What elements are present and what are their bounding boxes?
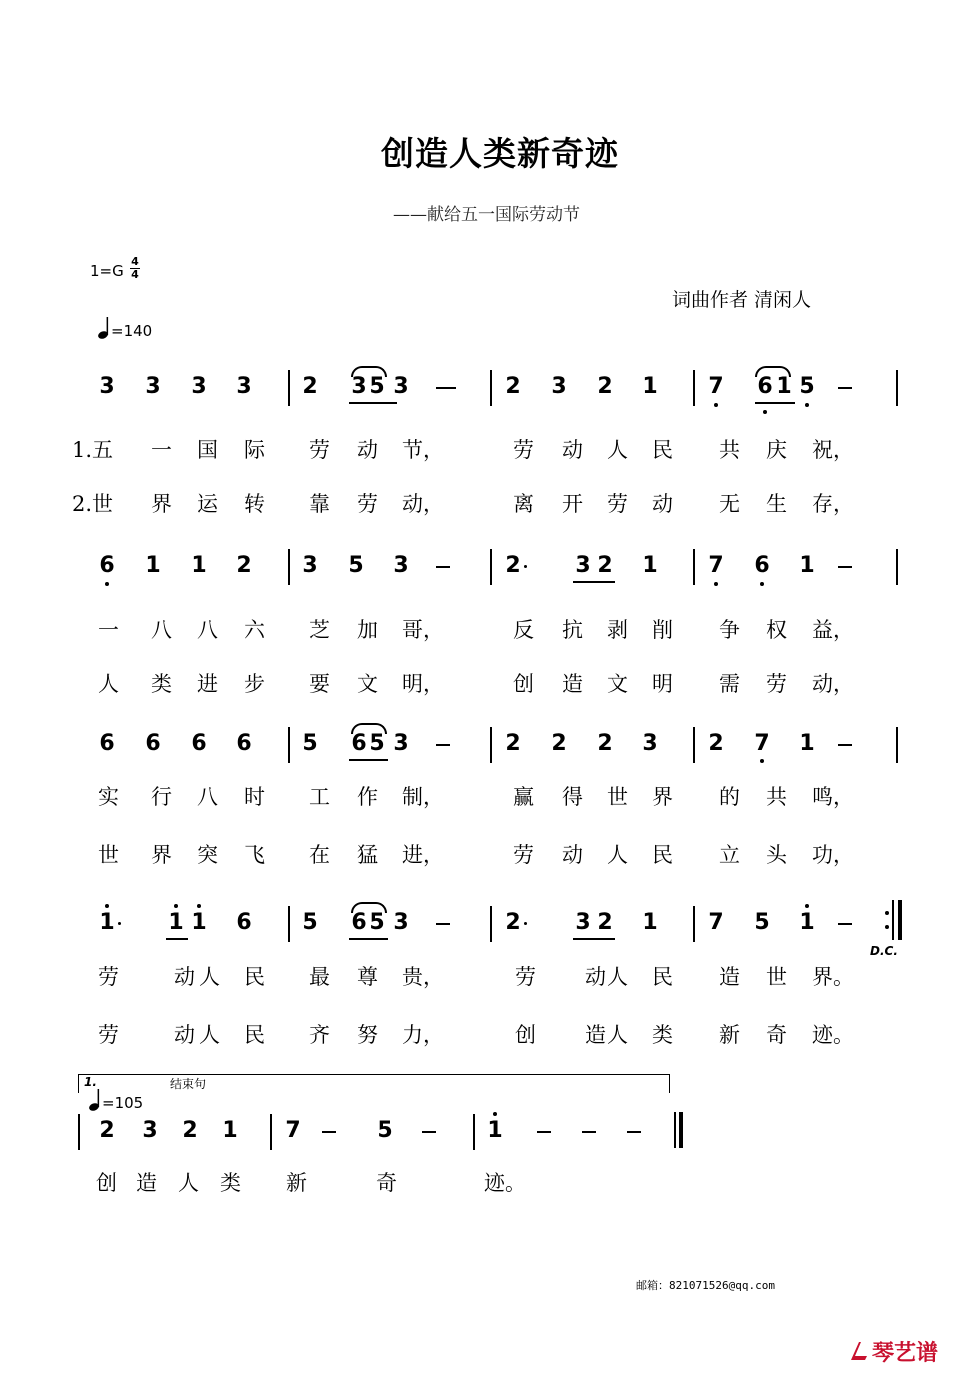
barline xyxy=(288,906,290,942)
note: 3 xyxy=(236,374,252,399)
lyric-syllable: 共 xyxy=(719,438,740,462)
note: 1 xyxy=(487,1118,503,1143)
lyric-syllable: 人 xyxy=(607,965,628,989)
note: 1 xyxy=(145,553,161,578)
barline xyxy=(490,370,492,406)
barline xyxy=(490,906,492,942)
quarter-note-icon xyxy=(97,316,111,340)
note: 3 xyxy=(191,374,207,399)
lyric-syllable: 明 xyxy=(652,672,673,696)
note: 2 xyxy=(236,553,252,578)
note: 5 xyxy=(302,731,318,756)
lyric-syllable: 动 xyxy=(562,438,583,462)
lyric-syllable: 运 xyxy=(197,492,218,516)
lyric-syllable: 转 xyxy=(244,492,265,516)
note: 3 xyxy=(142,1118,158,1143)
slur-tie xyxy=(351,902,387,913)
brand-logo-text: 琴艺谱 xyxy=(872,1341,939,1366)
octave-dot-low xyxy=(805,403,809,407)
lyric-syllable: 迹。 xyxy=(812,1023,854,1047)
lyric-syllable: 1.五 xyxy=(72,438,114,462)
lyric-syllable: 哥， xyxy=(402,618,444,642)
lyric-syllable: 劳 xyxy=(766,672,787,696)
sustain-dash xyxy=(582,1131,596,1133)
note: 6 xyxy=(236,910,252,935)
sustain-dash xyxy=(442,387,456,389)
barline xyxy=(288,370,290,406)
lyric-syllable: 类 xyxy=(652,1023,673,1047)
note: 6 xyxy=(351,910,367,935)
lyric-syllable: 世 xyxy=(98,843,119,867)
lyric-syllable: 劳 xyxy=(515,965,536,989)
lyric-syllable: 需 xyxy=(719,672,740,696)
octave-dot-low xyxy=(763,410,767,414)
lyric-syllable: 共 xyxy=(766,785,787,809)
slur-tie xyxy=(351,723,387,734)
brand-logo xyxy=(848,1336,938,1367)
lyric-syllable: 猛 xyxy=(357,843,378,867)
lyric-syllable: 靠 xyxy=(309,492,330,516)
lyric-syllable: 民 xyxy=(652,843,673,867)
octave-dot-high xyxy=(197,904,201,908)
octave-dot-low xyxy=(760,759,764,763)
lyric-syllable: 实 xyxy=(98,785,119,809)
lyric-syllable: 人 xyxy=(199,965,220,989)
barline xyxy=(693,727,695,763)
sustain-dash xyxy=(436,744,450,746)
note: 1 xyxy=(191,910,207,935)
note: 2 xyxy=(302,374,318,399)
note: 5 xyxy=(348,553,364,578)
lyric-syllable: 新 xyxy=(719,1023,740,1047)
lyric-syllable: 劳 xyxy=(98,1023,119,1047)
lyric-syllable: 作 xyxy=(357,785,378,809)
lyric-syllable: 劳 xyxy=(513,438,534,462)
lyric-syllable: 八 xyxy=(197,618,218,642)
barline xyxy=(693,370,695,406)
lyric-syllable: 劳 xyxy=(357,492,378,516)
lyric-syllable: 剥 xyxy=(607,618,628,642)
note: 6 xyxy=(99,731,115,756)
octave-dot-high xyxy=(174,904,178,908)
lyric-syllable: 八 xyxy=(197,785,218,809)
dc-marking: D.C. xyxy=(870,944,898,958)
note: 3 xyxy=(145,374,161,399)
note: 5 xyxy=(369,910,385,935)
lyric-syllable: 造 xyxy=(585,1023,606,1047)
note: 3 xyxy=(575,910,591,935)
lyric-syllable: 六 xyxy=(244,618,265,642)
note: 2 xyxy=(597,553,613,578)
note: 2 xyxy=(597,910,613,935)
sustain-dash xyxy=(838,923,852,925)
lyric-syllable: 界。 xyxy=(812,965,854,989)
sustain-dash xyxy=(627,1131,641,1133)
lyric-syllable: 劳 xyxy=(98,965,119,989)
lyric-syllable: 立 xyxy=(719,843,740,867)
lyric-syllable: 人 xyxy=(98,672,119,696)
final-barline xyxy=(674,1112,676,1148)
lyric-syllable: 世 xyxy=(607,785,628,809)
note: 2 xyxy=(182,1118,198,1143)
lyric-syllable: 奇 xyxy=(376,1171,397,1195)
repeat-barline-thick xyxy=(898,900,902,940)
lyric-syllable: 努 xyxy=(357,1023,378,1047)
barline xyxy=(490,727,492,763)
lyric-syllable: 界 xyxy=(151,843,172,867)
note: 6 xyxy=(757,374,773,399)
note: 2 xyxy=(99,1118,115,1143)
lyric-syllable: 劳 xyxy=(513,843,534,867)
lyric-syllable: 赢 xyxy=(513,785,534,809)
lyric-syllable: 制， xyxy=(402,785,444,809)
barline xyxy=(270,1114,272,1150)
lyric-syllable: 造 xyxy=(136,1171,157,1195)
octave-dot-high xyxy=(493,1112,497,1116)
lyric-syllable: 加 xyxy=(357,618,378,642)
lyric-syllable: 人 xyxy=(199,1023,220,1047)
final-barline-thick xyxy=(679,1112,683,1148)
sustain-dash xyxy=(322,1131,336,1133)
lyric-syllable: 创 xyxy=(513,672,534,696)
note: 6 xyxy=(236,731,252,756)
lyric-syllable: 人 xyxy=(607,1023,628,1047)
barline xyxy=(78,1114,80,1150)
lyric-syllable: 贵， xyxy=(402,965,444,989)
lyric-syllable: 庆 xyxy=(766,438,787,462)
eighth-underline xyxy=(573,581,615,583)
barline xyxy=(693,906,695,942)
note: 6 xyxy=(191,731,207,756)
note: 6 xyxy=(351,731,367,756)
note: 1 xyxy=(191,553,207,578)
lyric-syllable: 迹。 xyxy=(484,1171,526,1195)
lyric-syllable: 齐 xyxy=(309,1023,330,1047)
lyric-syllable: 功， xyxy=(812,843,854,867)
note: 3 xyxy=(642,731,658,756)
note: 5 xyxy=(377,1118,393,1143)
repeat-dot xyxy=(885,911,889,915)
lyric-syllable: 2.世 xyxy=(72,492,114,516)
lyric-syllable: 创 xyxy=(96,1171,117,1195)
song-subtitle: ——献给五一国际劳动节 xyxy=(393,205,580,225)
lyric-syllable: 民 xyxy=(244,965,265,989)
tempo-marking xyxy=(97,316,152,340)
octave-dot-low xyxy=(105,582,109,586)
lyric-syllable: 劳 xyxy=(309,438,330,462)
lyric-syllable: 祝， xyxy=(812,438,854,462)
note: 5 xyxy=(369,374,385,399)
lyric-syllable: 存， xyxy=(812,492,854,516)
lyric-syllable: 抗 xyxy=(562,618,583,642)
lyric-syllable: 飞 xyxy=(244,843,265,867)
octave-dot-low xyxy=(714,582,718,586)
eighth-underline xyxy=(349,402,397,404)
email-contact: 邮箱：821071526@qq.com xyxy=(636,1279,775,1292)
volta-number: 1. xyxy=(84,1075,97,1089)
note: 3 xyxy=(99,374,115,399)
sustain-dash xyxy=(537,1131,551,1133)
note: 6 xyxy=(754,553,770,578)
lyric-syllable: 突 xyxy=(197,843,218,867)
barline xyxy=(288,549,290,585)
lyric-syllable: 造 xyxy=(719,965,740,989)
lyric-syllable: 动， xyxy=(812,672,854,696)
barline xyxy=(490,549,492,585)
lyric-syllable: 民 xyxy=(652,965,673,989)
lyric-syllable: 新 xyxy=(286,1171,307,1195)
lyric-syllable: 头 xyxy=(766,843,787,867)
sustain-dash xyxy=(838,566,852,568)
note: 2 xyxy=(505,910,521,935)
lyric-syllable: 一 xyxy=(151,438,172,462)
lyric-syllable: 力， xyxy=(402,1023,444,1047)
lyric-syllable: 世 xyxy=(766,965,787,989)
note: 7 xyxy=(708,910,724,935)
note: 1 xyxy=(168,910,184,935)
lyric-syllable: 动 xyxy=(174,965,195,989)
quarter-note-icon xyxy=(88,1088,102,1112)
barline xyxy=(473,1114,475,1150)
lyric-syllable: 权 xyxy=(766,618,787,642)
lyric-syllable: 民 xyxy=(244,1023,265,1047)
lyric-syllable: 造 xyxy=(562,672,583,696)
lyric-syllable: 文 xyxy=(607,672,628,696)
augmentation-dot xyxy=(524,922,527,925)
lyric-syllable: 人 xyxy=(607,438,628,462)
note: 3 xyxy=(393,910,409,935)
note: 3 xyxy=(575,553,591,578)
note: 2 xyxy=(505,731,521,756)
composer-credit: 词曲作者 清闲人 xyxy=(672,289,812,311)
note: 1 xyxy=(776,374,792,399)
lyric-syllable: 争 xyxy=(719,618,740,642)
lyric-syllable: 界 xyxy=(652,785,673,809)
lyric-syllable: 民 xyxy=(652,438,673,462)
volta-label: 结束句 xyxy=(170,1077,207,1091)
logo-mark-icon xyxy=(848,1339,872,1363)
lyric-syllable: 步 xyxy=(244,672,265,696)
note: 1 xyxy=(799,731,815,756)
lyric-syllable: 创 xyxy=(515,1023,536,1047)
note: 3 xyxy=(393,374,409,399)
lyric-syllable: 界 xyxy=(151,492,172,516)
song-title: 创造人类新奇迹 xyxy=(381,134,619,173)
note: 5 xyxy=(799,374,815,399)
lyric-syllable: 类 xyxy=(151,672,172,696)
lyric-syllable: 动 xyxy=(652,492,673,516)
barline xyxy=(693,549,695,585)
lyric-syllable: 无 xyxy=(719,492,740,516)
lyric-syllable: 八 xyxy=(151,618,172,642)
lyric-syllable: 在 xyxy=(309,843,330,867)
volta-bracket xyxy=(78,1074,670,1093)
note: 3 xyxy=(393,553,409,578)
lyric-syllable: 类 xyxy=(220,1171,241,1195)
sustain-dash xyxy=(838,387,852,389)
lyric-syllable: 时 xyxy=(244,785,265,809)
note: 7 xyxy=(754,731,770,756)
lyric-syllable: 益， xyxy=(812,618,854,642)
barline xyxy=(896,727,898,763)
note: 5 xyxy=(302,910,318,935)
note: 7 xyxy=(285,1118,301,1143)
lyric-syllable: 削 xyxy=(652,618,673,642)
slur-tie xyxy=(351,366,387,377)
note: 2 xyxy=(505,553,521,578)
sustain-dash xyxy=(436,923,450,925)
lyric-syllable: 尊 xyxy=(357,965,378,989)
time-signature xyxy=(129,256,141,281)
note: 2 xyxy=(597,374,613,399)
lyric-syllable: 鸣， xyxy=(812,785,854,809)
lyric-syllable: 人 xyxy=(607,843,628,867)
lyric-syllable: 进 xyxy=(197,672,218,696)
lyric-syllable: 反 xyxy=(513,618,534,642)
octave-dot-high xyxy=(805,904,809,908)
sustain-dash xyxy=(436,566,450,568)
lyric-syllable: 文 xyxy=(357,672,378,696)
note: 3 xyxy=(393,731,409,756)
eighth-underline xyxy=(755,402,795,404)
note: 5 xyxy=(369,731,385,756)
lyric-syllable: 动， xyxy=(402,492,444,516)
note: 1 xyxy=(799,553,815,578)
note: 3 xyxy=(351,374,367,399)
note: 3 xyxy=(302,553,318,578)
lyric-syllable: 动 xyxy=(174,1023,195,1047)
lyric-syllable: 开 xyxy=(562,492,583,516)
sustain-dash xyxy=(422,1131,436,1133)
lyric-syllable: 人 xyxy=(178,1171,199,1195)
ending-tempo-value: =105 xyxy=(102,1094,144,1112)
note: 5 xyxy=(754,910,770,935)
barline xyxy=(896,370,898,406)
key-signature: 1=G xyxy=(90,262,124,280)
note: 1 xyxy=(642,553,658,578)
note: 2 xyxy=(505,374,521,399)
note: 1 xyxy=(99,910,115,935)
augmentation-dot xyxy=(118,922,121,925)
barline xyxy=(288,727,290,763)
note: 1 xyxy=(222,1118,238,1143)
lyric-syllable: 动 xyxy=(585,965,606,989)
note: 2 xyxy=(708,731,724,756)
lyric-syllable: 进， xyxy=(402,843,444,867)
ending-tempo-marking xyxy=(88,1088,143,1112)
lyric-syllable: 节， xyxy=(402,438,444,462)
lyric-syllable: 动 xyxy=(562,843,583,867)
lyric-syllable: 生 xyxy=(766,492,787,516)
note: 6 xyxy=(145,731,161,756)
lyric-syllable: 动 xyxy=(357,438,378,462)
lyric-syllable: 一 xyxy=(98,618,119,642)
repeat-barline xyxy=(892,900,894,940)
lyric-syllable: 工 xyxy=(309,785,330,809)
octave-dot-low xyxy=(760,582,764,586)
sustain-dash xyxy=(838,744,852,746)
octave-dot-high xyxy=(105,904,109,908)
eighth-underline xyxy=(166,938,188,940)
lyric-syllable: 劳 xyxy=(607,492,628,516)
lyric-syllable: 奇 xyxy=(766,1023,787,1047)
lyric-syllable: 芝 xyxy=(309,618,330,642)
eighth-underline xyxy=(349,938,388,940)
note: 1 xyxy=(799,910,815,935)
lyric-syllable: 最 xyxy=(309,965,330,989)
time-signature-bottom: 4 xyxy=(131,268,139,281)
eighth-underline xyxy=(349,759,388,761)
lyric-syllable: 际 xyxy=(244,438,265,462)
augmentation-dot xyxy=(524,565,527,568)
lyric-syllable: 的 xyxy=(719,785,740,809)
lyric-syllable: 国 xyxy=(197,438,218,462)
note: 2 xyxy=(597,731,613,756)
eighth-underline xyxy=(573,938,615,940)
octave-dot-low xyxy=(714,403,718,407)
note: 2 xyxy=(551,731,567,756)
note: 6 xyxy=(99,553,115,578)
repeat-dot xyxy=(885,925,889,929)
time-signature-top: 4 xyxy=(131,255,139,268)
note: 3 xyxy=(551,374,567,399)
lyric-syllable: 明， xyxy=(402,672,444,696)
note: 1 xyxy=(642,374,658,399)
note: 1 xyxy=(642,910,658,935)
lyric-syllable: 离 xyxy=(513,492,534,516)
lyric-syllable: 要 xyxy=(309,672,330,696)
note: 7 xyxy=(708,374,724,399)
slur-tie xyxy=(755,366,791,377)
barline xyxy=(896,549,898,585)
lyric-syllable: 行 xyxy=(151,785,172,809)
tempo-value: =140 xyxy=(111,322,153,340)
lyric-syllable: 得 xyxy=(562,785,583,809)
note: 7 xyxy=(708,553,724,578)
